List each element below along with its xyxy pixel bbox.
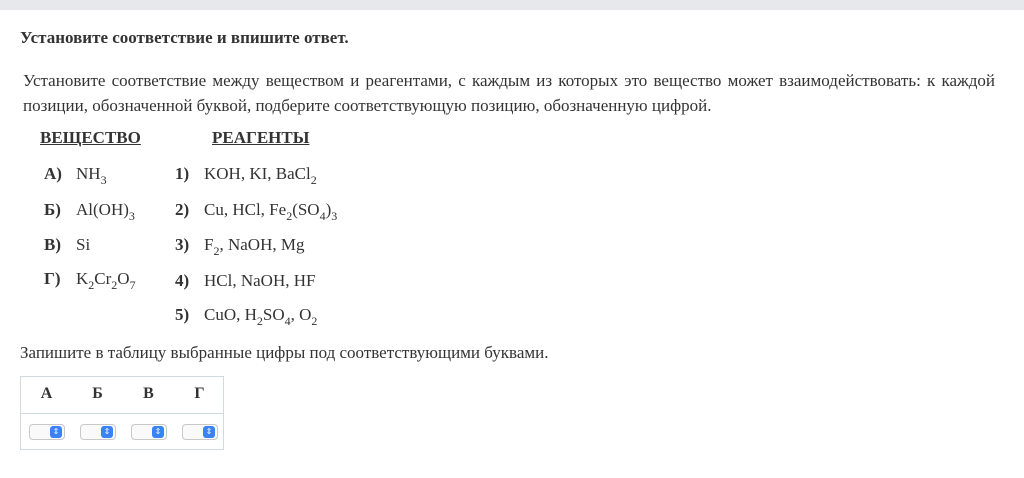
- top-bar: [0, 0, 1024, 10]
- updown-chevron-icon: ⇕: [152, 426, 164, 438]
- answer-table-header: [21, 377, 223, 414]
- answer-select-b[interactable]: [80, 424, 116, 440]
- reagent-row-1: [175, 162, 317, 186]
- substance-formula: Si: [76, 235, 91, 254]
- answer-header-g: Г: [194, 385, 205, 402]
- reagent-formula: $F_2$, NaOH, Mg: [204, 235, 305, 258]
- answer-select-v[interactable]: [131, 424, 167, 440]
- reagent-key: 3): [175, 235, 190, 254]
- substance-row-v: [44, 233, 90, 257]
- task-heading: Установите соответствие и впишите ответ.: [20, 28, 349, 47]
- answer-table: [20, 376, 224, 450]
- substance-key: В): [44, 235, 61, 254]
- reagent-formula: KOH, KI, BaCl$_2$: [204, 164, 317, 187]
- reagent-row-4: [175, 269, 315, 293]
- substance-column-header: ВЕЩЕСТВО: [40, 128, 141, 147]
- reagent-row-2: [175, 198, 337, 222]
- reagent-formula: Cu, HCl, $Fe_2(SO_4)_3$: [204, 200, 338, 223]
- answer-select-a[interactable]: [29, 424, 65, 440]
- substance-row-b: [44, 198, 135, 222]
- reagent-row-3: [175, 233, 304, 257]
- answer-header-a: А: [40, 385, 53, 402]
- substance-formula: $K_2Cr_2O_7$: [76, 269, 136, 292]
- task-instruction: Установите соответствие между веществом и реагентами, с каждым из которых это вещество может взаимодействовать: к каждой позиции, обозначенной буквой, подберите соответствующую позицию, обозначенную цифрой.: [23, 71, 995, 115]
- substance-key: Г): [44, 269, 61, 288]
- answer-header-b: Б: [92, 385, 103, 402]
- updown-chevron-icon: ⇕: [101, 426, 113, 438]
- answer-select-g[interactable]: [182, 424, 218, 440]
- reagent-formula: HCl, NaOH, HF: [204, 271, 316, 290]
- reagent-key: 1): [175, 164, 190, 183]
- updown-chevron-icon: ⇕: [203, 426, 215, 438]
- substance-row-a: [44, 162, 107, 186]
- substance-key: А): [44, 164, 62, 183]
- reagent-key: 2): [175, 200, 190, 219]
- substance-row-g: [44, 267, 136, 291]
- updown-chevron-icon: ⇕: [50, 426, 62, 438]
- reagents-column-header: РЕАГЕНТЫ: [212, 128, 310, 147]
- substance-formula: $Al(OH)_3$: [76, 200, 135, 223]
- reagent-key: 5): [175, 305, 190, 324]
- reagent-row-5: [175, 303, 317, 327]
- reagent-key: 4): [175, 271, 190, 290]
- substance-key: Б): [44, 200, 61, 219]
- substance-formula: $NH_3$: [76, 164, 107, 187]
- answer-header-v: В: [143, 385, 154, 402]
- reagent-formula: CuO, $H_2SO_4$, $O_2$: [204, 305, 318, 328]
- answer-hint: Запишите в таблицу выбранные цифры под соответствующими буквами.: [20, 343, 549, 362]
